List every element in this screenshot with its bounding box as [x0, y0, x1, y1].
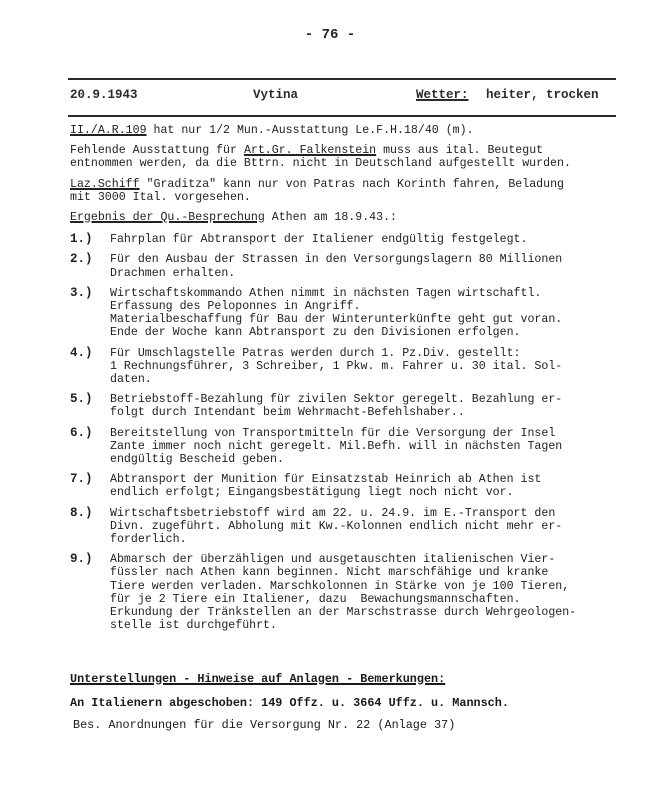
item-number: 5.)	[70, 392, 93, 407]
list-item	[70, 427, 630, 467]
item-text: Wirtschaftsbetriebstoff wird am 22. u. 24.9. im E.-Transport den Divn. zugeführt. Abholung mit Kw.-Kolonnen endlich nicht mehr er- forderlich.	[110, 506, 563, 547]
item-number: 8.)	[70, 505, 93, 520]
entry-place: Vytina	[253, 88, 299, 102]
item-text: Betriebstoff-Bezahlung für zivilen Sektor geregelt. Bezahlung er- folgt durch Intendant beim Wehrmacht-Befehlshaber..	[110, 393, 563, 420]
list-item	[70, 287, 630, 340]
list-item	[70, 507, 630, 547]
remarks-heading: Unterstellungen - Hinweise auf Anlagen - Bemerkungen:	[70, 672, 446, 686]
item-text: Abtransport der Munition für Einsatzstab Heinrich ab Athen ist endlich erfolgt; Eingangsbestätigung liegt noch nicht vor.	[110, 473, 542, 500]
page-number: - 76 -	[304, 27, 356, 43]
entry-date: 20.9.1943	[70, 88, 138, 102]
item-number: 2.)	[70, 252, 93, 267]
list-item	[70, 347, 630, 387]
list-item	[70, 393, 630, 419]
remarks-line: Bes. Anordnungen für die Versorgung Nr. 22 (Anlage 37)	[73, 718, 456, 732]
weather-value: heiter, trocken	[486, 88, 599, 102]
remarks-line: An Italienern abgeschoben: 149 Offz. u. 3664 Uffz. u. Mannsch.	[70, 696, 509, 710]
list-item	[70, 253, 630, 279]
intro-paragraph: Laz.Schiff "Graditza" kann nur von Patras nach Korinth fahren, Beladung mit 3000 Ital. vorgesehen.	[70, 177, 564, 204]
item-number: 7.)	[70, 472, 93, 487]
item-number: 1.)	[70, 232, 93, 247]
item-number: 6.)	[70, 425, 93, 440]
intro-paragraph: II./A.R.109 hat nur 1/2 Mun.-Ausstattung Le.F.H.18/40 (m).	[70, 124, 474, 137]
header-bottom-rule	[68, 115, 616, 117]
item-number: 3.)	[70, 285, 93, 300]
item-number: 9.)	[70, 552, 93, 567]
item-text: Fahrplan für Abtransport der Italiener endgültig festgelegt.	[110, 233, 528, 247]
item-text: Wirtschaftskommando Athen nimmt in nächsten Tagen wirtschaftl. Erfassung des Peloponnes in Angriff. Materialbeschaffung für Bau der Winterunterkünfte geht gut voran. Ende der Woche kann Abtransport zu den Divisionen erfolgen.	[110, 286, 563, 340]
item-number: 4.)	[70, 345, 93, 360]
item-text: Für Umschlagstelle Patras werden durch 1. Pz.Div. gestellt: 1 Rechnungsführer, 3 Schreiber, 1 Pkw. m. Fahrer u. 30 ital. Sol- daten.	[110, 346, 563, 387]
document-body	[70, 124, 630, 640]
intro-paragraph: Fehlende Ausstattung für Art.Gr. Falkenstein muss aus ital. Beutegut entnommen werden, da die Bttrn. nicht in Deutschland aufgestellt wurden.	[70, 144, 571, 171]
item-text: Bereitstellung von Transportmitteln für die Versorgung der Insel Zante immer noch nicht geregelt. Mil.Befh. will in nächsten Tagen endgültig Bescheid geben.	[110, 426, 563, 467]
item-text: Für den Ausbau der Strassen in den Versorgungslagern 80 Millionen Drachmen erhalten.	[110, 253, 563, 280]
item-text: Abmarsch der überzähligen und ausgetauschten italienischen Vier- füssler nach Athen kann beginnen. Nicht marschfähige und kranke Tiere werden verladen. Marschkolonnen in Stärke von je 100 Tieren, für je 2 Tiere ein Italiener, dazu Bewachungsmannschaften. Erkundung der Tränkstellen an der Marschstrasse durch Wehrgeologen- stelle ist durchgeführt.	[110, 553, 577, 633]
ship-reference: Laz.Schiff	[70, 177, 140, 191]
meeting-title: Ergebnis der Qu.-Besprechung	[70, 211, 265, 225]
list-item	[70, 553, 630, 632]
entry-header	[68, 88, 616, 106]
remarks-section	[70, 672, 630, 732]
header-top-rule	[68, 78, 616, 80]
list-item	[70, 473, 630, 499]
unit-reference: II./A.R.109	[70, 124, 147, 137]
numbered-list	[70, 233, 630, 632]
weather-label: Wetter:	[416, 88, 469, 102]
meeting-heading: Ergebnis der Qu.-Besprechung Athen am 18.9.43.:	[70, 211, 398, 225]
unit-reference: Art.Gr. Falkenstein	[243, 144, 377, 158]
list-item	[70, 233, 630, 246]
